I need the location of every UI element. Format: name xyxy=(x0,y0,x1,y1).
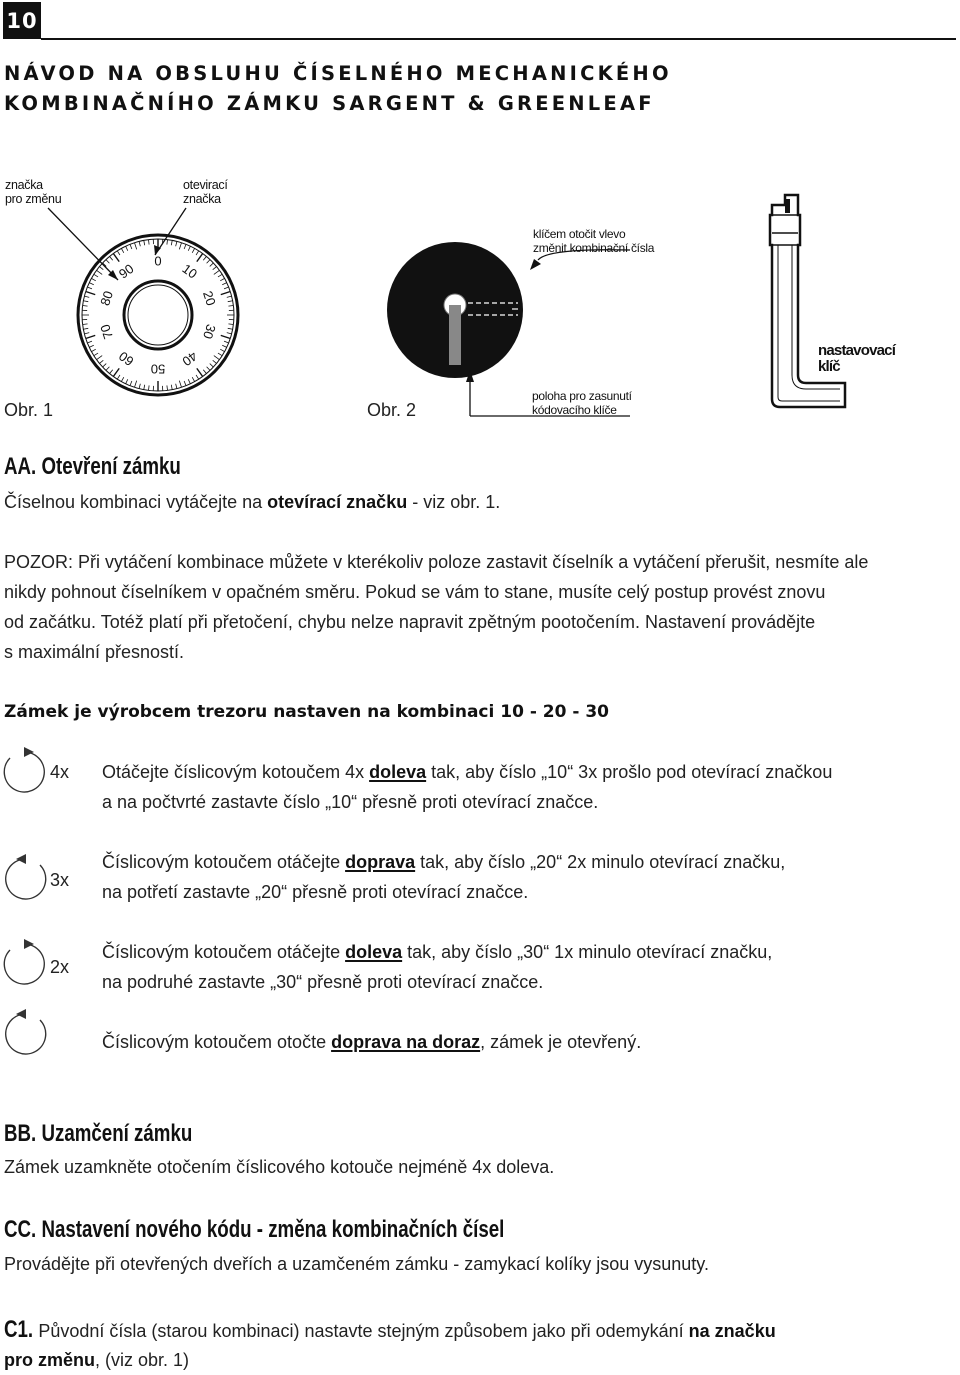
fig1-dial-drawing xyxy=(0,200,300,410)
dial-tick xyxy=(130,381,132,386)
dial-knob xyxy=(124,281,192,349)
dial-number: 40 xyxy=(180,348,201,369)
dial-tick xyxy=(207,260,210,264)
dial-tick xyxy=(197,368,203,376)
fig3-annot-key: nastavovací klíč xyxy=(818,343,895,375)
dial-tick xyxy=(106,260,109,264)
dial-tick xyxy=(192,377,194,381)
dial-tick xyxy=(218,274,222,277)
dial-tick xyxy=(171,240,172,245)
dial-tick xyxy=(130,244,132,249)
rotate-left-icon-3 xyxy=(2,938,48,990)
dial-tick xyxy=(91,278,95,280)
step3-line1: Číslicovým kotoučem otáčejte doleva tak, aby číslo „30“ 1x minulo otevírací značku, xyxy=(102,937,772,967)
dial-tick xyxy=(203,370,206,374)
dial-tick xyxy=(228,305,233,306)
dial-tick xyxy=(179,243,181,250)
dial-tick xyxy=(94,274,98,277)
top-rule xyxy=(41,38,956,40)
dial-tick xyxy=(144,385,145,390)
dial-tick xyxy=(228,301,233,302)
dial-tick xyxy=(139,241,140,246)
dial-tick xyxy=(106,367,109,371)
dial-tick xyxy=(103,364,107,367)
dial-tick xyxy=(176,384,177,389)
section-c-text: Provádějte při otevřených dveřích a uzamčeném zámku - zamykací kolíky jsou vysunuty. xyxy=(4,1249,709,1279)
dial-tick xyxy=(188,379,190,384)
dial-tick xyxy=(197,254,203,262)
dial-tick xyxy=(84,296,89,297)
step2-count: 3x xyxy=(50,870,69,891)
c1-line2: pro změnu, (viz obr. 1) xyxy=(4,1345,189,1375)
dial-tick xyxy=(86,335,96,338)
warning-line-1: POZOR: Při vytáčení kombinace můžete v kterékoliv poloze zastavit číselník a vytáčení přerušit, nesmíte ale xyxy=(4,547,868,577)
dial-tick xyxy=(139,384,140,389)
dial-tick xyxy=(167,240,168,245)
dial-tick xyxy=(184,381,186,386)
step2-line2: na potřetí zastavte „20“ přesně proti otevírací značce. xyxy=(102,877,528,907)
dial-tick xyxy=(99,360,103,363)
dial-tick xyxy=(94,353,98,356)
section-b-heading: BB. Uzamčení zámku xyxy=(4,1120,192,1148)
dial-tick xyxy=(148,385,149,390)
dial-tick xyxy=(188,246,190,251)
dial-tick xyxy=(121,248,123,252)
fig2-arrow-top xyxy=(538,250,630,260)
dial-tick xyxy=(97,356,103,360)
step2-line1: Číslicovým kotoučem otáčejte doprava tak, aby číslo „20“ 2x minulo otevírací značku, xyxy=(102,847,785,877)
dial-tick xyxy=(213,360,217,363)
document-title-line1: NÁVOD NA OBSLUHU ČÍSELNÉHO MECHANICKÉHO xyxy=(4,62,672,85)
dial-tick xyxy=(220,278,224,280)
dial-number: 50 xyxy=(151,362,165,377)
dial-tick xyxy=(210,364,214,367)
key-slot xyxy=(449,305,461,365)
dial-tick xyxy=(83,305,88,306)
fig1-annot-open: otevirací značka xyxy=(183,178,228,206)
fig2-lock-drawing xyxy=(370,240,650,420)
fig2-annot-top: klíčem otočit vlevo změnit kombinační čísla xyxy=(533,227,654,255)
section-c-heading: CC. Nastavení nového kódu - změna kombinačních čísel xyxy=(4,1216,504,1244)
dial-tick xyxy=(221,335,231,338)
combination-line: Zámek je výrobcem trezoru nastaven na kombinaci 10 - 20 - 30 xyxy=(4,697,609,727)
dial-tick xyxy=(210,263,214,266)
dial-tick xyxy=(221,292,231,295)
dial-tick xyxy=(227,296,232,297)
dial-tick xyxy=(148,240,149,245)
warning-line-4: s maximální přesností. xyxy=(4,637,184,667)
dial-tick xyxy=(203,256,206,260)
dial-tick xyxy=(113,254,119,262)
dial-number: 10 xyxy=(180,261,201,282)
document-title-line2: KOMBINAČNÍHO ZÁMKU SARGENT & GREENLEAF xyxy=(4,92,655,115)
step4-line1: Číslicovým kotoučem otočte doprava na doraz, zámek je otevřený. xyxy=(102,1027,641,1057)
warning-line-3: od začátku. Totéž platí při přetočení, chybu nelze napravit zpětným pootočením. Nastavení provádějte xyxy=(4,607,815,637)
c1-line1: C1. Původní čísla (starou kombinaci) nastavte stejným způsobem jako při odemykání na značku xyxy=(4,1315,776,1346)
fig1-pointer-change xyxy=(48,208,118,280)
rotate-right-icon-4 xyxy=(2,1008,48,1060)
dial-tick xyxy=(213,267,217,270)
dial-tick xyxy=(196,375,199,379)
dial-tick xyxy=(228,324,233,325)
dial-tick xyxy=(89,283,94,285)
fig2-annot-bottom: poloha pro zasunutí kódovacího klíče xyxy=(532,389,632,417)
page-number: 10 xyxy=(3,2,41,39)
dial-tick xyxy=(171,385,172,390)
dial-tick xyxy=(218,353,222,356)
dial-number: 80 xyxy=(97,289,116,307)
dial-tick xyxy=(192,248,194,252)
dial-tick xyxy=(184,244,186,249)
dial-number: 60 xyxy=(116,348,137,369)
dial-tick xyxy=(113,368,119,376)
dial-tick xyxy=(179,381,181,388)
step1-line2: a na počtvrté zastavte číslo „10“ přesně proti otevírací značce. xyxy=(102,787,598,817)
dial-tick xyxy=(214,356,220,360)
dial-tick xyxy=(167,385,168,390)
fig3-key-drawing xyxy=(760,185,880,420)
step1-count: 4x xyxy=(50,762,69,783)
dial-tick xyxy=(83,324,88,325)
dial-tick xyxy=(224,341,229,343)
step3-count: 2x xyxy=(50,957,69,978)
dial-tick xyxy=(176,241,177,246)
dial-number: 70 xyxy=(97,323,116,341)
section-a-heading: AA. Otevření zámku xyxy=(4,453,181,481)
c1-label: C1. xyxy=(4,1315,33,1345)
dial-tick xyxy=(91,349,95,351)
dial-tick xyxy=(222,283,227,285)
step3-line2: na podruhé zastavte „30“ přesně proti otevírací značce. xyxy=(102,967,543,997)
rotate-left-icon-1 xyxy=(2,746,48,798)
dial-number: 30 xyxy=(200,323,219,341)
fig1-label: Obr. 1 xyxy=(4,400,53,421)
dial-tick xyxy=(110,256,113,260)
dial-tick xyxy=(83,301,88,302)
dial-tick xyxy=(87,341,92,343)
section-a-intro: Číselnou kombinaci vytáčejte na otevírací značku - viz obr. 1. xyxy=(4,487,500,517)
dial-number: 0 xyxy=(154,253,161,268)
dial-number: 20 xyxy=(200,289,219,307)
dial-tick xyxy=(126,246,128,251)
dial-tick xyxy=(220,349,224,351)
dial-tick xyxy=(89,345,94,347)
dial-number: 90 xyxy=(116,261,137,282)
dial-tick xyxy=(135,243,137,250)
dial-tick xyxy=(83,328,88,329)
dial-tick xyxy=(222,345,227,347)
dial-tick xyxy=(224,287,229,289)
dial-tick xyxy=(110,370,113,374)
dial-tick xyxy=(228,328,233,329)
dial-tick xyxy=(97,270,103,274)
dial-tick xyxy=(126,379,128,384)
dial-tick xyxy=(84,333,89,334)
key-outline xyxy=(770,195,845,407)
rotate-right-icon-2 xyxy=(2,853,48,905)
dial-tick xyxy=(135,381,137,388)
dial-numbers xyxy=(97,253,219,376)
dial-tick xyxy=(144,240,145,245)
fig2-label: Obr. 2 xyxy=(367,400,416,421)
dial-tick xyxy=(99,267,103,270)
dial-tick xyxy=(87,287,92,289)
dial-tick xyxy=(117,375,120,379)
dial-tick xyxy=(117,251,120,255)
dial-tick xyxy=(207,367,210,371)
dial-tick xyxy=(86,292,96,295)
dial-tick xyxy=(196,251,199,255)
fig1-annot-change: značka pro změnu xyxy=(5,178,61,206)
step1-line1: Otáčejte číslicovým kotoučem 4x doleva tak, aby číslo „10“ 3x prošlo pod otevírací značkou xyxy=(102,757,832,787)
section-b-text: Zámek uzamkněte otočením číslicového kotouče nejméně 4x doleva. xyxy=(4,1152,554,1182)
dial-tick xyxy=(121,377,123,381)
dial-tick xyxy=(214,270,220,274)
warning-line-2: nikdy pohnout číselníkem v opačném směru. Pokud se vám to stane, musíte celý postup provést znovu xyxy=(4,577,825,607)
dial-tick xyxy=(227,333,232,334)
